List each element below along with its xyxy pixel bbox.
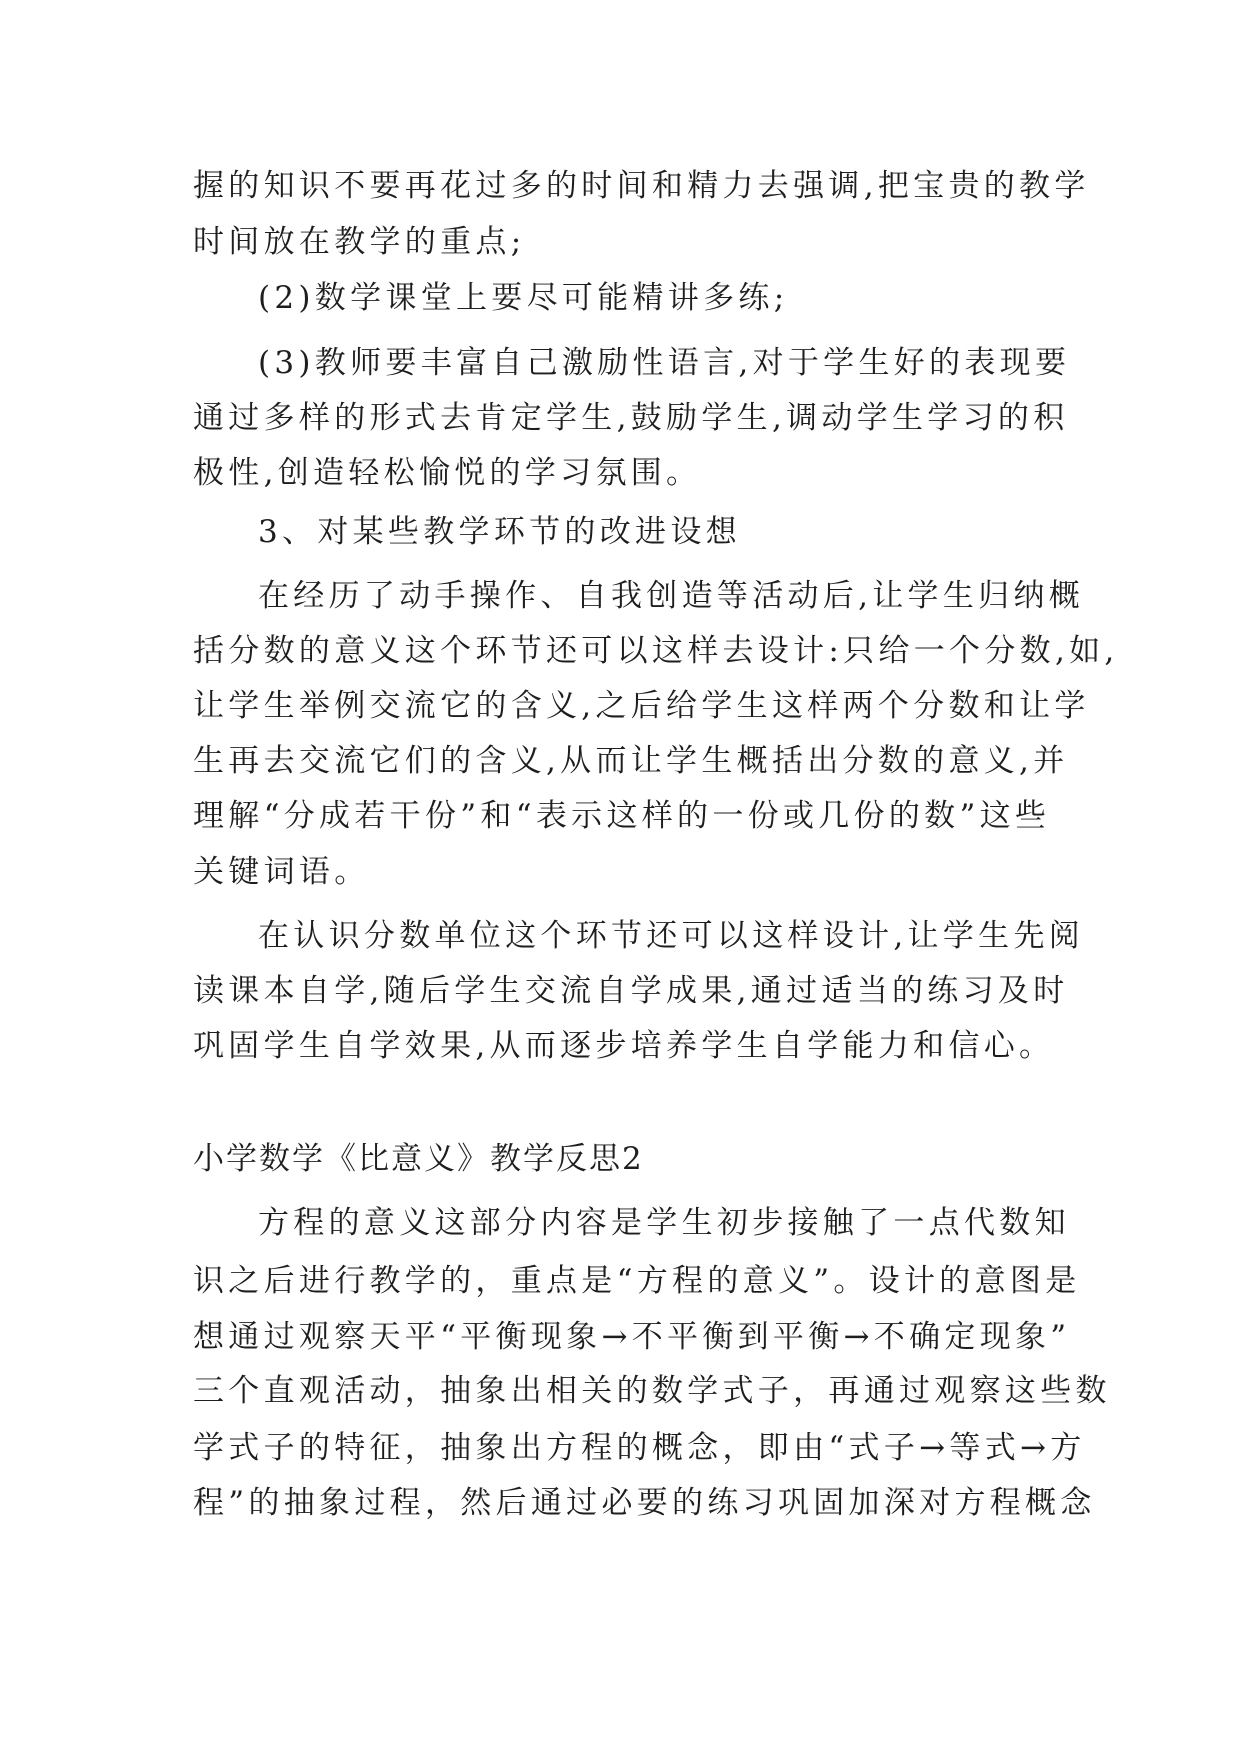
paragraph-line: 括分数的意义这个环节还可以这样去设计:只给一个分数,如, xyxy=(193,633,1119,669)
paragraph-line: 程”的抽象过程，然后通过必要的练习巩固加深对方程概念 xyxy=(193,1485,1096,1521)
paragraph-line: 在认识分数单位这个环节还可以这样设计,让学生先阅 xyxy=(258,918,1085,954)
paragraph-line: 理解“分成若干份”和“表示这样的一份或几份的数”这些 xyxy=(193,798,1051,834)
section-heading: 3、对某些教学环节的改进设想 xyxy=(258,514,741,550)
paragraph-line: 巩固学生自学效果,从而逐步培养学生自学能力和信心。 xyxy=(193,1028,1055,1064)
section-title: 小学数学《比意义》教学反思2 xyxy=(193,1141,644,1177)
paragraph-line: 学式子的特征，抽象出方程的概念，即由“式子→等式→方 xyxy=(193,1430,1086,1466)
paragraph-line: 通过多样的形式去肯定学生,鼓励学生,调动学生学习的积 xyxy=(193,400,1069,436)
paragraph-line: 让学生举例交流它的含义,之后给学生这样两个分数和让学 xyxy=(193,688,1090,724)
paragraph-line: 读课本自学,随后学生交流自学成果,通过适当的练习及时 xyxy=(193,973,1069,1009)
paragraph-line: 握的知识不要再花过多的时间和精力去强调,把宝贵的教学 xyxy=(193,168,1090,204)
list-item: (2)数学课堂上要尽可能精讲多练; xyxy=(258,280,789,316)
paragraph-line: 关键词语。 xyxy=(193,854,370,890)
paragraph-line: 时间放在教学的重点; xyxy=(193,224,526,260)
paragraph-line: 识之后进行教学的，重点是“方程的意义”。设计的意图是 xyxy=(193,1263,1081,1299)
list-item: (3)教师要丰富自己激励性语言,对于学生好的表现要 xyxy=(258,345,1071,381)
paragraph-line: 在经历了动手操作、自我创造等活动后,让学生归纳概 xyxy=(258,578,1085,614)
paragraph-line: 方程的意义这部分内容是学生初步接触了一点代数知 xyxy=(258,1205,1070,1241)
paragraph-line: 极性,创造轻松愉悦的学习氛围。 xyxy=(193,455,702,491)
paragraph-line: 三个直观活动，抽象出相关的数学式子，再通过观察这些数 xyxy=(193,1373,1111,1409)
paragraph-line: 生再去交流它们的含义,从而让学生概括出分数的意义,并 xyxy=(193,743,1069,779)
paragraph-line: 想通过观察天平“平衡现象→不平衡到平衡→不确定现象” xyxy=(193,1319,1071,1355)
